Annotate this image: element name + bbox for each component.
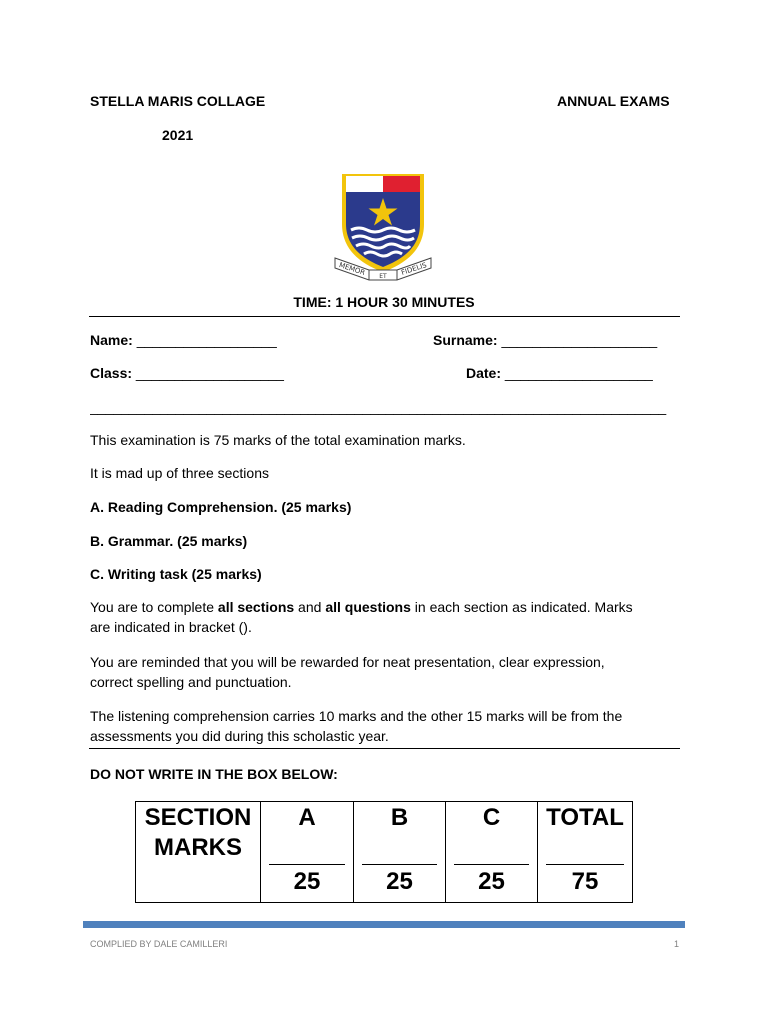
date-field[interactable] xyxy=(466,365,653,381)
marks-row-label: MARKS xyxy=(154,834,242,861)
column-head-total: TOTAL xyxy=(546,804,624,831)
exam-duration: TIME: 1 HOUR 30 MINUTES xyxy=(293,294,475,310)
class-label: Class: xyxy=(90,365,133,381)
listening-note-line1: The listening comprehension carries 10 marks and the other 15 marks will be from the xyxy=(90,708,623,724)
section-a-desc: A. Reading Comprehension. (25 marks) xyxy=(90,499,352,515)
exam-title: ANNUAL EXAMS xyxy=(557,93,670,109)
crest-motto-memor: MEMOR xyxy=(337,261,367,277)
crest-motto-fidelis: FIDELIS xyxy=(400,261,428,277)
page-number: 1 xyxy=(674,939,680,949)
exam-year: 2021 xyxy=(162,127,194,143)
section-b-desc: B. Grammar. (25 marks) xyxy=(90,533,248,549)
instructions-complete xyxy=(90,597,633,617)
marks-table xyxy=(135,801,633,903)
divider-top xyxy=(89,316,680,317)
instructions-bold-sections: all sections xyxy=(217,599,295,615)
presentation-note-line1: You are reminded that you will be rewarded for neat presentation, clear expression, xyxy=(90,654,605,670)
marks-cell-a xyxy=(261,802,354,903)
school-name: STELLA MARIS COLLAGE xyxy=(90,93,266,109)
listening-note-line2: assessments you did during this scholastic year. xyxy=(90,728,389,744)
section-header-label: SECTION xyxy=(144,804,252,831)
crest-motto-et: ET xyxy=(379,273,387,280)
denominator-a: 25 xyxy=(293,868,321,895)
sections-intro: It is mad up of three sections xyxy=(90,465,269,481)
denominator-total: 75 xyxy=(571,868,599,895)
instructions-bold-questions: all questions xyxy=(325,599,411,615)
separator-line: __________________________________________________________________________ xyxy=(90,399,667,415)
score-line-c xyxy=(454,864,529,865)
denominator-b: 25 xyxy=(386,868,413,895)
box-instruction: DO NOT WRITE IN THE BOX BELOW: xyxy=(90,766,338,782)
name-blank[interactable]: __________________ xyxy=(136,332,277,348)
marks-cell-b xyxy=(354,802,446,903)
date-blank[interactable]: ___________________ xyxy=(504,365,653,381)
instructions-mid: and xyxy=(294,599,326,615)
column-head-c: C xyxy=(482,804,501,831)
denominator-c: 25 xyxy=(478,868,505,895)
score-line-total xyxy=(546,864,624,865)
marks-label-cell xyxy=(136,802,261,903)
divider-bottom xyxy=(89,748,680,749)
date-label: Date: xyxy=(466,365,502,381)
name-label: Name: xyxy=(90,332,133,348)
footer-author: COMPLIED BY DALE CAMILLERI xyxy=(90,939,228,949)
score-line-b xyxy=(362,864,437,865)
surname-field[interactable] xyxy=(433,332,657,348)
class-blank[interactable]: ___________________ xyxy=(135,365,284,381)
intro-text: This examination is 75 marks of the total examination marks. xyxy=(90,432,466,448)
column-head-b: B xyxy=(390,804,409,831)
section-c-desc: C. Writing task (25 marks) xyxy=(90,566,262,582)
marks-cell-total xyxy=(538,802,633,903)
instructions-brackets: are indicated in bracket (). xyxy=(90,619,252,635)
name-field[interactable] xyxy=(90,332,277,348)
surname-label: Surname: xyxy=(433,332,498,348)
instructions-pre: You are to complete xyxy=(90,599,218,615)
class-field[interactable] xyxy=(90,365,284,381)
column-head-a: A xyxy=(298,804,316,831)
surname-blank[interactable]: ____________________ xyxy=(501,332,658,348)
presentation-note-line2: correct spelling and punctuation. xyxy=(90,674,292,690)
footer-bar xyxy=(83,921,685,928)
instructions-post: in each section as indicated. Marks xyxy=(410,599,633,615)
marks-cell-c xyxy=(446,802,538,903)
score-line-a xyxy=(269,864,345,865)
school-crest-logo xyxy=(333,172,433,282)
